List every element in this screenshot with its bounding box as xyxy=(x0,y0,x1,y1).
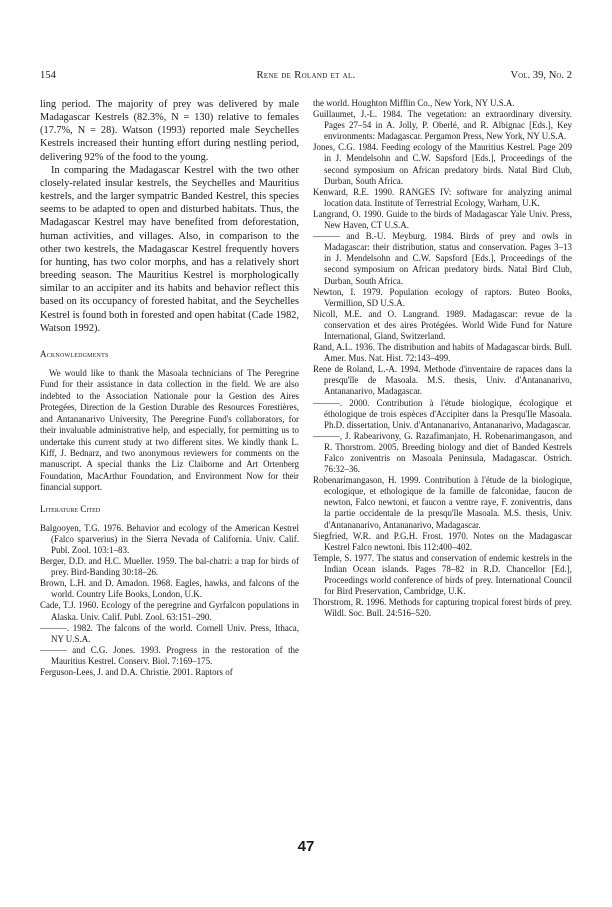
reference-entry: Jones, C.G. 1984. Feeding ecology of the Mauritius Kestrel. Page 209 in J. Mendelsohn and C.W. Sapsford [Eds.], Proceedings of the second symposium on African predatory birds. Natal Bird Club, Durban, South Africa. xyxy=(313,142,572,186)
reference-entry: Langrand, O. 1990. Guide to the birds of Madagascar Yale Univ. Press, New Haven, CT U.S.A. xyxy=(313,208,572,231)
volume-issue: Vol. 39, No. 2 xyxy=(510,70,572,81)
reference-entry: ———, J. Rabearivony, G. Razafimanjato, H. Robenarimangason, and R. Thorstrom. 2005. Breeding biology and diet of Banded Kestrels Falco zoniventris on Masoala Peninsula, Madagascar. Ostrich. 76:32–36. xyxy=(313,430,572,475)
reference-entry: Thorstrom, R. 1996. Methods for capturing tropical forest birds of prey. Wildl. Soc. Bull. 24:516–520. xyxy=(313,597,572,619)
body-paragraph: In comparing the Madagascar Kestrel with the two other closely-related insular kestrels, the Seychelles and Mauritius kestrels, and the larger sympatric Banded Kestrel, this species seems to be adapted to open and disturbed habitats. Thus, the Madagascar Kestrel may have benefited from deforestation, human activities, and villages. Also, in comparison to the other two kestrels, the Madagascar Kestrel frequently hovers for hunting, has two color morphs, and has a relatively short breeding season. The Mauritius Kestrel is morphologically similar to an accipiter and its habits and behavior reflect this based on its occupancy of forested habitat, and the Seychelles Kestrel is found both in forested and open habitat (Cade 1982, Watson 1992). xyxy=(40,164,299,334)
acknowledgments-heading: Acknowledgments xyxy=(40,348,109,359)
literature-cited-heading: Literature Cited xyxy=(40,503,101,514)
reference-entry: Cade, T.J. 1960. Ecology of the peregrine and Gyrfalcon populations in Alaska. Univ. Calif. Publ. Zool. 63:151–290. xyxy=(40,600,299,622)
reference-entry: ——— and B.-U. Meyburg. 1984. Birds of prey and owls in Madagascar: their distribution, status and conservation. Pages 3–13 in J. Mendelsohn and C.W. Sapsford [Eds.], Proceedings of the second symposium on African predatory birds. Natal Bird Club, Durban, South Africa. xyxy=(313,231,572,286)
reference-entry: ———. 1982. The falcons of the world. Cornell Univ. Press, Ithaca, NY U.S.A. xyxy=(40,622,299,644)
scan-page-label: 47 xyxy=(297,838,315,855)
running-authors: Rene de Roland et al. xyxy=(256,70,356,81)
acknowledgments-text: We would like to thank the Masoala technicians of The Peregrine Fund for their assistance in data collection in the field. We are also indebted to the Association Nationale pour la Gestion des Aires Protegées, Direction de la Gestion Durable des Resources Forestières, and Antananarivo University, The Peregrine Fund's collaborators, for their invaluable administrative help, and especially, for permitting us to undertake this current study at two different sites. We kindly thank L. Kiff, J. Bednarz, and two anonymous reviewers for comments on the manuscript. A special thanks the Liz Claiborne and Art Ortenberg Foundation, MacArthur Foundation, and Environment Now for their financial support. xyxy=(40,367,299,493)
body-paragraph: ling period. The majority of prey was delivered by male Madagascar Kestrels (82.3%, N = 130) relative to females (17.7%, N = 28). Watson (1993) reported male Seychelles Kestrels increased their hunting effort during nestling period, delivering 92% of the food to the young. xyxy=(40,99,299,163)
reference-entry: Temple, S. 1977. The status and conservation of endemic kestrels in the Indian Ocean islands. Pages 78–82 in R.D. Chancellor [Ed.], Proceedings world conference of birds of prey. International Council for Bird Preservation, Cambridge, U.K. xyxy=(313,552,572,597)
reference-entry: Brown, L.H. and D. Amadon. 1968. Eagles, hawks, and falcons of the world. Country Life Books, London, U.K. xyxy=(40,578,299,600)
reference-entry: Kenward, R.E. 1990. RANGES IV: software for analyzing animal location data. Institute of Terrestrial Ecology, Warham, U.K. xyxy=(313,186,572,208)
reference-entry: Siegfried, W.R. and P.G.H. Frost. 1970. Notes on the Madagascar Kestrel Falco newtoni. Ibis 112:400–402. xyxy=(313,530,572,552)
left-column xyxy=(40,98,299,678)
reference-entry: ———. 2000. Contribution à l'étude biologique, écologique et éthologique de trois espèces d'Accipiter dans la Presqu'Ile Masoala. Ph.D. dissertation, Univ. d'Antananarivo, Antananarivo, Madagascar. xyxy=(313,397,572,430)
page-number: 154 xyxy=(40,70,56,81)
reference-entry: Ferguson-Lees, J. and D.A. Christie. 2001. Raptors of xyxy=(40,667,233,678)
reference-entry: ——— and C.G. Jones. 1993. Progress in the restoration of the Mauritius Kestrel. Conserv. Biol. 7:169–175. xyxy=(40,644,299,666)
reference-entry: the world. Houghton Mifflin Co., New York, NY U.S.A. xyxy=(313,98,515,108)
running-header xyxy=(40,70,572,86)
reference-entry: Newton, I. 1979. Population ecology of raptors. Buteo Books, Vermillion, SD U.S.A. xyxy=(313,286,572,308)
reference-entry: Nicoll, M.E. and O. Langrand. 1989. Madagascar: revue de la conservation et des aires Protégées. World Wide Fund for Nature International, Gland, Switzerland. xyxy=(313,308,572,341)
reference-entry: Berger, D.D. and H.C. Mueller. 1959. The bal-chatri: a trap for birds of prey. Bird-Banding 30:18–26. xyxy=(40,556,299,578)
reference-entry: Robenarimangason, H. 1999. Contribution à l'étude de la biologique, ecologique, et ethologique de la famille de falconidae, faucon de newton, Falco newtoni, et faucon a ventre raye, F. zoniventris, dans la partie occidentale de la presqu'île Masoala. M.S. thesis, Univ. d'Antananarivo, Antananarivo, Madagascar. xyxy=(313,475,572,530)
right-column xyxy=(313,98,572,619)
reference-entry: Rand, A.L. 1936. The distribution and habits of Madagascar birds. Bull. Amer. Mus. Nat. Hist. 72:143–499. xyxy=(313,342,572,364)
reference-entry: Rene de Roland, L.-A. 1994. Methode d'inventaire de rapaces dans la presqu'île de Masoala. M.S. thesis, Univ. d'Antananarivo, Antananarivo, Madagascar. xyxy=(313,364,572,397)
reference-entry: Balgooyen, T.G. 1976. Behavior and ecology of the American Kestrel (Falco sparverius) in the Sierra Nevada of California. Univ. Calif. Publ. Zool. 103:1–83. xyxy=(40,522,299,555)
reference-entry: Guillaumet, J.-L. 1984. The vegetation: an extraordinary diversity. Pages 27–54 in A. Jolly, P. Oberlé, and R. Albignac [Eds.], Key environments: Madagascar. Pergamon Press, New York, NY U.S.A. xyxy=(313,109,572,142)
